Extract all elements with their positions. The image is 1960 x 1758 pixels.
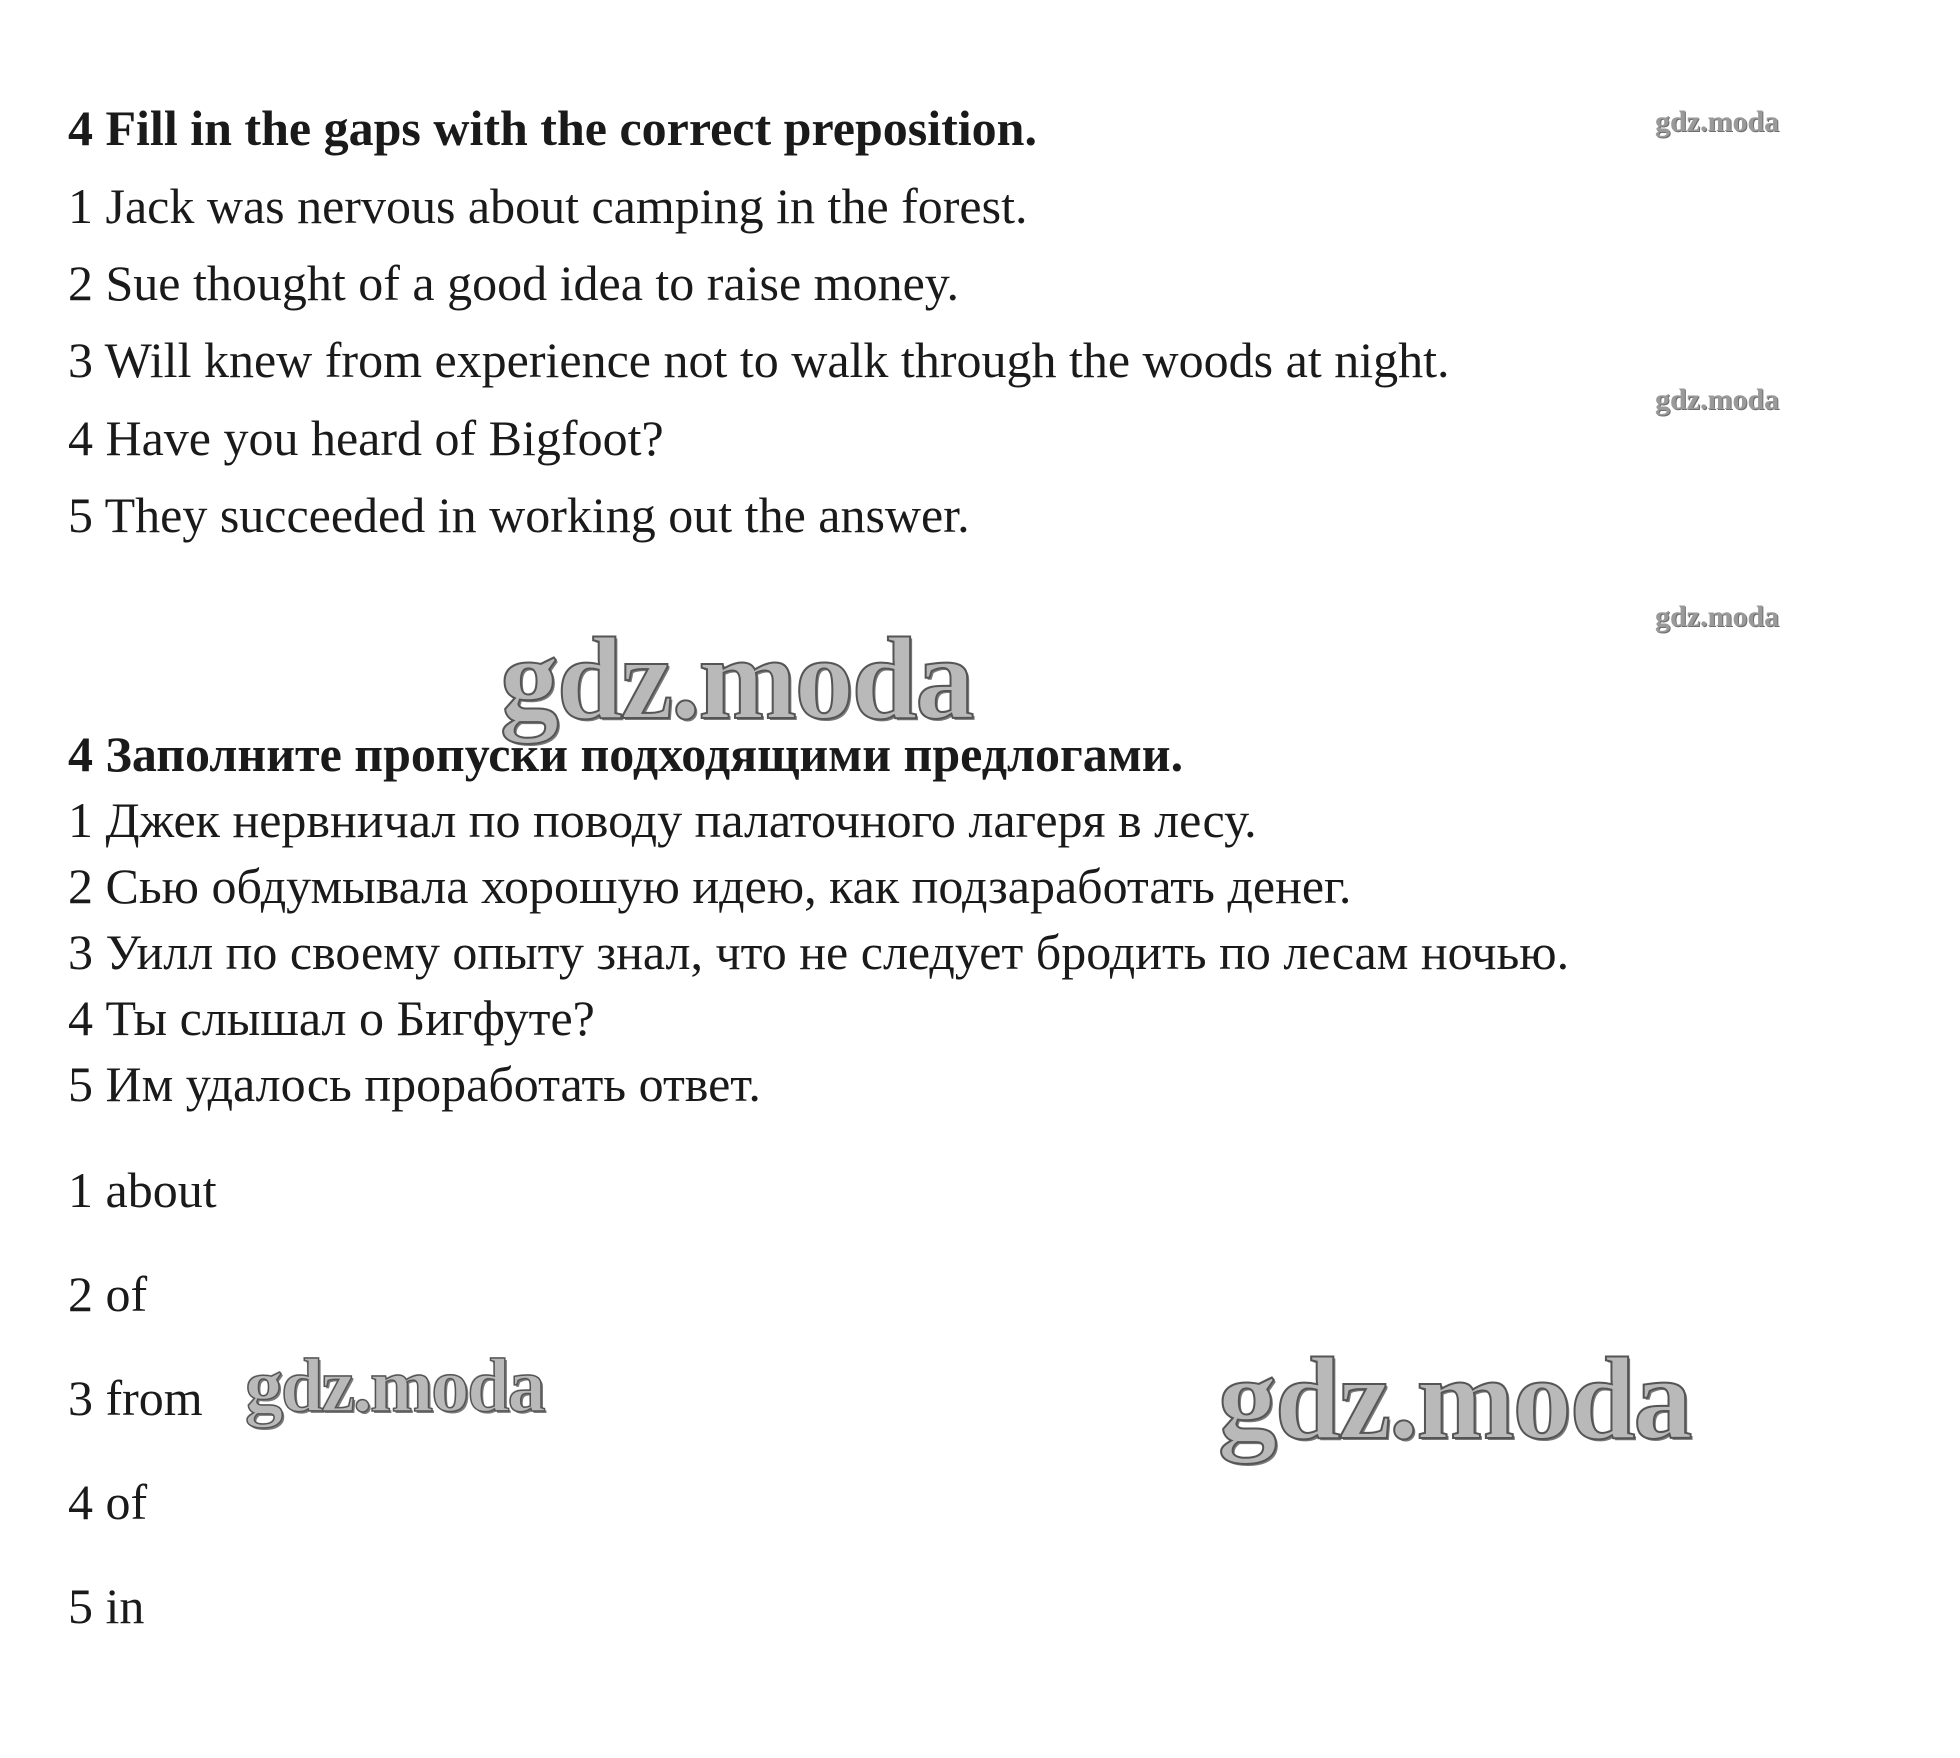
answer-4: 4 of xyxy=(68,1474,148,1530)
exercise-item-russian-4: 4 Ты слышал о Бигфуте? xyxy=(68,990,595,1046)
exercise-item-english-3: 3 Will knew from experience not to walk through the woods at night. xyxy=(68,332,1450,388)
exercise-item-english-2: 2 Sue thought of a good idea to raise money. xyxy=(68,255,960,311)
exercise-item-english-4: 4 Have you heard of Bigfoot? xyxy=(68,410,664,466)
watermark-large: gdz.moda xyxy=(500,613,973,744)
exercise-item-russian-1: 1 Джек нервничал по поводу палаточного лагеря в лесу. xyxy=(68,792,1257,848)
exercise-item-russian-3: 3 Уилл по своему опыту знал, что не следует бродить по лесам ночью. xyxy=(68,924,1570,980)
exercise-item-english-5: 5 They succeeded in working out the answer. xyxy=(68,487,970,543)
watermark-large: gdz.moda xyxy=(1218,1333,1691,1464)
answer-5: 5 in xyxy=(68,1578,145,1634)
exercise-item-russian-2: 2 Сью обдумывала хорошую идею, как подзаработать денег. xyxy=(68,858,1352,914)
watermark-small: gdz.moda xyxy=(1655,105,1780,138)
exercise-item-russian-5: 5 Им удалось проработать ответ. xyxy=(68,1056,761,1112)
exercise-item-english-1: 1 Jack was nervous about camping in the forest. xyxy=(68,178,1028,234)
watermark-small: gdz.moda xyxy=(1655,383,1780,416)
watermark-medium: gdz.moda xyxy=(245,1344,544,1428)
exercise-heading-russian: 4 Заполните пропуски подходящими предлогами. xyxy=(68,726,1184,782)
answer-2: 2 of xyxy=(68,1266,148,1322)
exercise-heading-english: 4 Fill in the gaps with the correct preposition. xyxy=(68,100,1037,156)
watermark-small: gdz.moda xyxy=(1655,600,1780,633)
answer-3: 3 from xyxy=(68,1370,203,1426)
answer-1: 1 about xyxy=(68,1162,217,1218)
